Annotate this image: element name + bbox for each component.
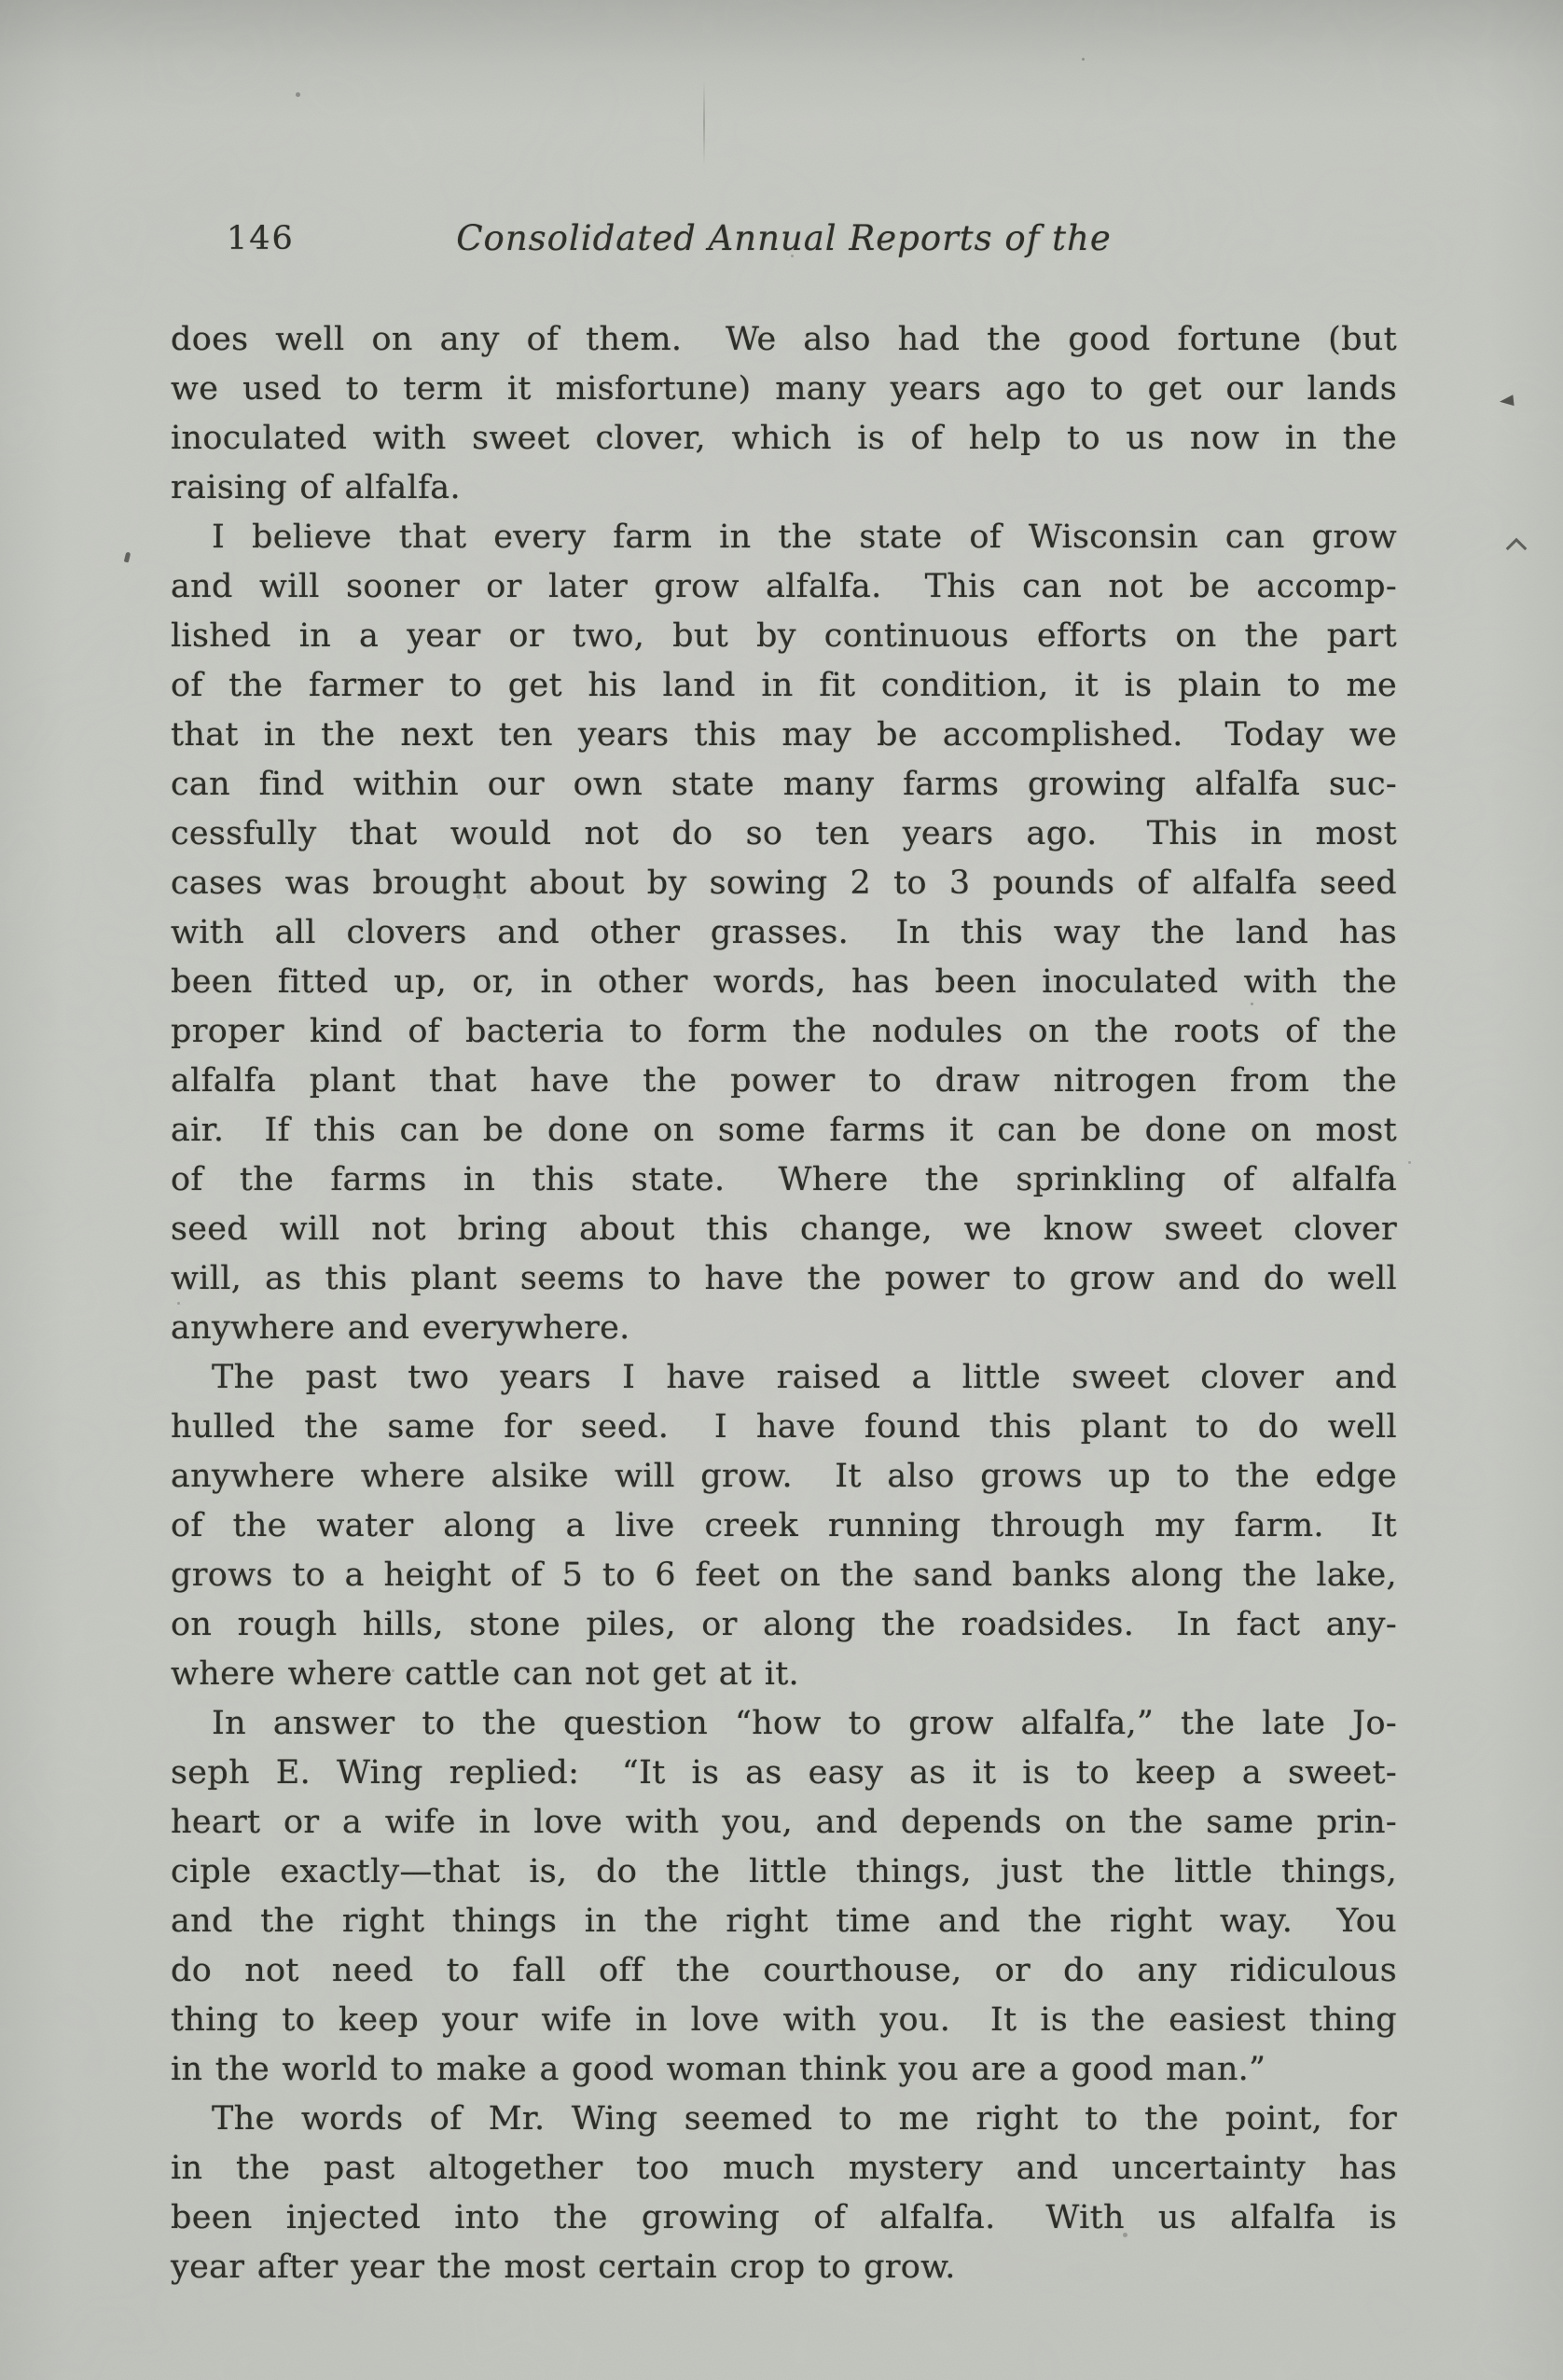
text-line: hulled the same for seed. I have found this plant to do well [171,1408,1397,1446]
text-line: heart or a wife in love with you, and depends on the same prin- [171,1804,1397,1841]
text-line: been fitted up, or, in other words, has been inoculated with the [171,963,1397,1001]
text-line: In answer to the question “how to grow alfalfa,” the late Jo- [212,1705,1397,1742]
text-line: of the farms in this state. Where the sprinkling of alfalfa [171,1161,1397,1198]
text-line: will, as this plant seems to have the power to grow and do well [171,1260,1397,1297]
text-line: in the world to make a good woman think you are a good man.” [171,2051,1266,2088]
text-line: proper kind of bacteria to form the nodules on the roots of the [171,1013,1397,1050]
running-title: Consolidated Annual Reports of the [456,218,1112,258]
text-line: anywhere where alsike will grow. It also grows up to the edge [171,1458,1397,1495]
text-line: of the water along a live creek running through my farm. It [171,1507,1397,1544]
text-line: where where cattle can not get at it. [171,1655,799,1693]
text-line: alfalfa plant that have the power to draw nitrogen from the [171,1062,1397,1100]
text-line: inoculated with sweet clover, which is of help to us now in the [171,420,1397,457]
text-line: air. If this can be done on some farms it can be done on most [171,1112,1397,1149]
text-line: and will sooner or later grow alfalfa. This can not be accomp- [171,568,1397,605]
text-line: cases was brought about by sowing 2 to 3 pounds of alfalfa seed [171,865,1397,902]
text-line: I believe that every farm in the state of Wisconsin can grow [212,519,1397,556]
text-line: grows to a height of 5 to 6 feet on the sand banks along the lake, [171,1557,1397,1594]
text-line: we used to term it misfortune) many years ago to get our lands [171,370,1397,408]
dust-specks [0,0,3,3]
page-body [171,315,1397,2292]
text-line: with all clovers and other grasses. In this way the land has [171,914,1397,951]
text-line: raising of alfalfa. [171,469,461,506]
text-line: cessfully that would not do so ten years ago. This in most [171,815,1397,852]
paper-scratch [703,80,705,166]
margin-ink-mark [1506,538,1528,560]
text-line: thing to keep your wife in love with you. It is the easiest thing [171,2001,1397,2039]
text-line: of the farmer to get his land in fit condition, it is plain to me [171,667,1397,704]
text-line: in the past altogether too much mystery and uncertainty has [171,2150,1397,2187]
text-line: seph E. Wing replied: “It is as easy as it is to keep a sweet- [171,1754,1397,1792]
text-line: that in the next ten years this may be accomplished. Today we [171,716,1397,754]
margin-ink-mark [124,552,131,563]
page-number: 146 [227,220,295,257]
text-line: ciple exactly—that is, do the little things, just the little things, [171,1853,1397,1890]
running-head [171,218,1397,274]
text-line: year after year the most certain crop to grow. [171,2249,956,2286]
text-line: can find within our own state many farms growing alfalfa suc- [171,766,1397,803]
text-line: do not need to fall off the courthouse, or do any ridiculous [171,1952,1397,1989]
text-line: seed will not bring about this change, we know sweet clover [171,1211,1397,1248]
text-line: lished in a year or two, but by continuous efforts on the part [171,617,1397,655]
text-line: The words of Mr. Wing seemed to me right to the point, for [212,2100,1397,2138]
text-line: been injected into the growing of alfalfa. With us alfalfa is [171,2199,1397,2236]
text-line: does well on any of them. We also had the good fortune (but [171,321,1397,358]
margin-ink-mark [1499,394,1514,408]
text-line: The past two years I have raised a little sweet clover and [212,1359,1397,1396]
text-line: and the right things in the right time and the right way. You [171,1903,1397,1940]
text-line: anywhere and everywhere. [171,1309,630,1347]
text-line: on rough hills, stone piles, or along the roadsides. In fact any- [171,1606,1397,1643]
